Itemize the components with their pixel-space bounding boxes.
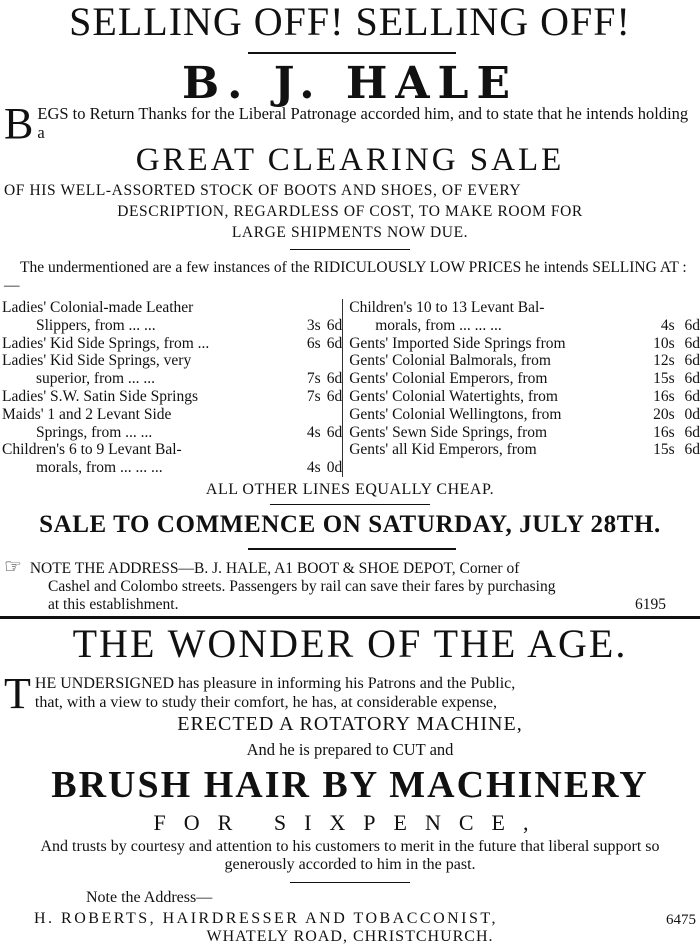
left-price-item: Ladies' Kid Side Springs, very [2, 352, 192, 370]
intro-line-1: HE UNDERSIGNED has pleasure in informing his Patrons and the Public, [34, 675, 516, 692]
ad1-ref-number: 6195 [635, 596, 666, 613]
for-sixpence: FOR SIXPENCE, [153, 810, 547, 835]
right-price-s: 20s [653, 405, 675, 423]
commence-line: SALE TO COMMENCE ON SATURDAY, JULY 28TH. [39, 511, 661, 538]
right-price-item: Gents' Colonial Wellingtons, from [343, 406, 642, 424]
left-price-s: 4s [306, 423, 321, 441]
left-price-d: 6d [326, 334, 343, 352]
dropcap: T [4, 669, 31, 718]
right-price-s [642, 299, 675, 317]
right-price-item: Gents' Colonial Watertights, from [343, 388, 642, 406]
trusts-paragraph: And trusts by courtesy and attention to his customers to merit in the future that liberal support so generously accorded to him in the past. [40, 838, 660, 873]
left-price-item: morals, from ... ... ... [36, 459, 163, 477]
price-row [2, 406, 700, 424]
right-price-item: Gents' all Kid Emperors, from [343, 441, 642, 459]
left-price-s: 6s [306, 334, 321, 352]
intro-text: EGS to Return Thanks for the Liberal Patronage accorded him, and to state that he intends holding a [37, 104, 689, 142]
merchant-name: B. J. HALE [181, 58, 519, 109]
right-price-s: 15s [653, 370, 675, 388]
right-price-d: 6d [684, 423, 700, 441]
ad-separator [0, 616, 700, 619]
ad1-headline: SELLING OFF! SELLING OFF! [69, 0, 631, 44]
all-lines: ALL OTHER LINES EQUALLY CHEAP. [205, 481, 495, 498]
divider [248, 548, 456, 550]
prepared-line: And he is prepared to CUT and [246, 740, 454, 759]
left-price-s [292, 441, 321, 459]
right-price-d [675, 299, 700, 317]
price-table [2, 299, 700, 477]
dropcap: B [4, 99, 34, 148]
left-price-item: Ladies' Kid Side Springs, from ... [2, 334, 210, 352]
left-price-d [321, 352, 343, 370]
right-price-d [675, 459, 700, 477]
divider [248, 52, 456, 54]
right-price-item: Gents' Sewn Side Springs, from [343, 424, 642, 442]
left-price-s [292, 352, 321, 370]
left-price-d: 6d [326, 387, 343, 405]
right-price-s: 16s [653, 423, 675, 441]
stock-line-1: OF HIS WELL-ASSORTED STOCK OF BOOTS AND SHOES, OF EVERY [4, 182, 522, 199]
price-row [2, 370, 700, 388]
price-row [2, 335, 700, 353]
intro-line-2: that, with a view to study their comfort, he has, at considerable expense, [34, 694, 497, 711]
price-row [2, 388, 700, 406]
note-line-3: at this establishment. [48, 596, 179, 613]
left-price-item: Ladies' S.W. Satin Side Springs [2, 387, 198, 405]
left-price-item: Springs, from ... ... [36, 423, 153, 441]
price-row [2, 299, 700, 317]
left-price-d [321, 441, 343, 459]
divider [290, 882, 410, 883]
left-price-item: Maids' 1 and 2 Levant Side [2, 405, 172, 423]
ad2-intro [4, 669, 696, 718]
left-price-s: 7s [306, 387, 321, 405]
left-price-d [321, 406, 343, 424]
right-price-s: 10s [653, 334, 675, 352]
left-price-item: Children's 6 to 9 Levant Bal- [2, 441, 182, 459]
price-row [2, 317, 700, 335]
right-price-item: morals, from ... ... ... [343, 317, 642, 335]
left-price-d [321, 299, 343, 317]
right-price-d: 6d [684, 441, 700, 459]
left-price-d: 6d [326, 370, 343, 388]
sale-title: GREAT CLEARING SALE [135, 142, 565, 178]
brush-headline: BRUSH HAIR BY MACHINERY [51, 764, 649, 806]
divider [290, 249, 410, 250]
divider [270, 504, 430, 505]
right-price-s [642, 459, 675, 477]
address-line-2: WHATELY ROAD, CHRISTCHURCH. [206, 928, 494, 945]
left-price-s: 4s [306, 459, 321, 477]
price-row [2, 424, 700, 442]
left-price-s: 7s [306, 370, 321, 388]
right-price-d: 6d [684, 334, 700, 352]
price-list [2, 299, 700, 477]
erected-line: ERECTED A ROTATORY MACHINE, [177, 713, 523, 735]
price-row [2, 441, 700, 459]
stock-line-3: LARGE SHIPMENTS NOW DUE. [231, 224, 469, 241]
left-price-s: 3s [306, 316, 321, 334]
right-price-d: 6d [684, 387, 700, 405]
right-price-s: 12s [653, 352, 675, 370]
ad1-note [4, 558, 696, 614]
prices-intro: The undermentioned are a few instances of the RIDICULOUSLY LOW PRICES he intends SELLING AT :— [4, 259, 687, 294]
right-price-d: 6d [684, 316, 700, 334]
left-price-item: Ladies' Colonial-made Leather [2, 299, 194, 316]
note-line-2: Cashel and Colombo streets. Passengers by rail can save their fares by purchasing [48, 578, 556, 595]
right-price-s: 4s [660, 316, 675, 334]
right-price-s: 16s [653, 387, 675, 405]
left-price-item: Slippers, from ... ... [36, 316, 156, 334]
right-price-d: 0d [684, 405, 700, 423]
ad2-ref-number: 6475 [666, 912, 696, 928]
price-row [2, 352, 700, 370]
note-line-1: NOTE THE ADDRESS—B. J. HALE, A1 BOOT & SHOE DEPOT, Corner of [29, 560, 520, 577]
ad2-headline: THE WONDER OF THE AGE. [72, 621, 628, 666]
price-row [2, 459, 700, 477]
address-line-1: H. ROBERTS, HAIRDRESSER AND TOBACCONIST, [34, 910, 498, 927]
ad2-note: Note the Address— [86, 889, 213, 906]
left-price-d: 6d [326, 423, 343, 441]
left-price-s [292, 406, 321, 424]
right-price-d: 6d [684, 370, 700, 388]
pointing-hand-icon: ☞ [4, 556, 22, 578]
right-price-item: Children's 10 to 13 Levant Bal- [343, 299, 642, 317]
right-price-d: 6d [684, 352, 700, 370]
right-price-item: Gents' Colonial Balmorals, from [343, 352, 642, 370]
right-price-item [343, 459, 642, 477]
left-price-d: 6d [326, 316, 343, 334]
right-price-item: Gents' Colonial Emperors, from [343, 370, 642, 388]
right-price-item: Gents' Imported Side Springs from [343, 335, 642, 353]
left-price-item: superior, from ... ... [36, 370, 156, 388]
left-price-d: 0d [326, 459, 343, 477]
ad1-intro [4, 99, 696, 148]
right-price-s: 15s [653, 441, 675, 459]
stock-line-2: DESCRIPTION, REGARDLESS OF COST, TO MAKE ROOM FOR [117, 203, 583, 220]
left-price-s [292, 299, 321, 317]
